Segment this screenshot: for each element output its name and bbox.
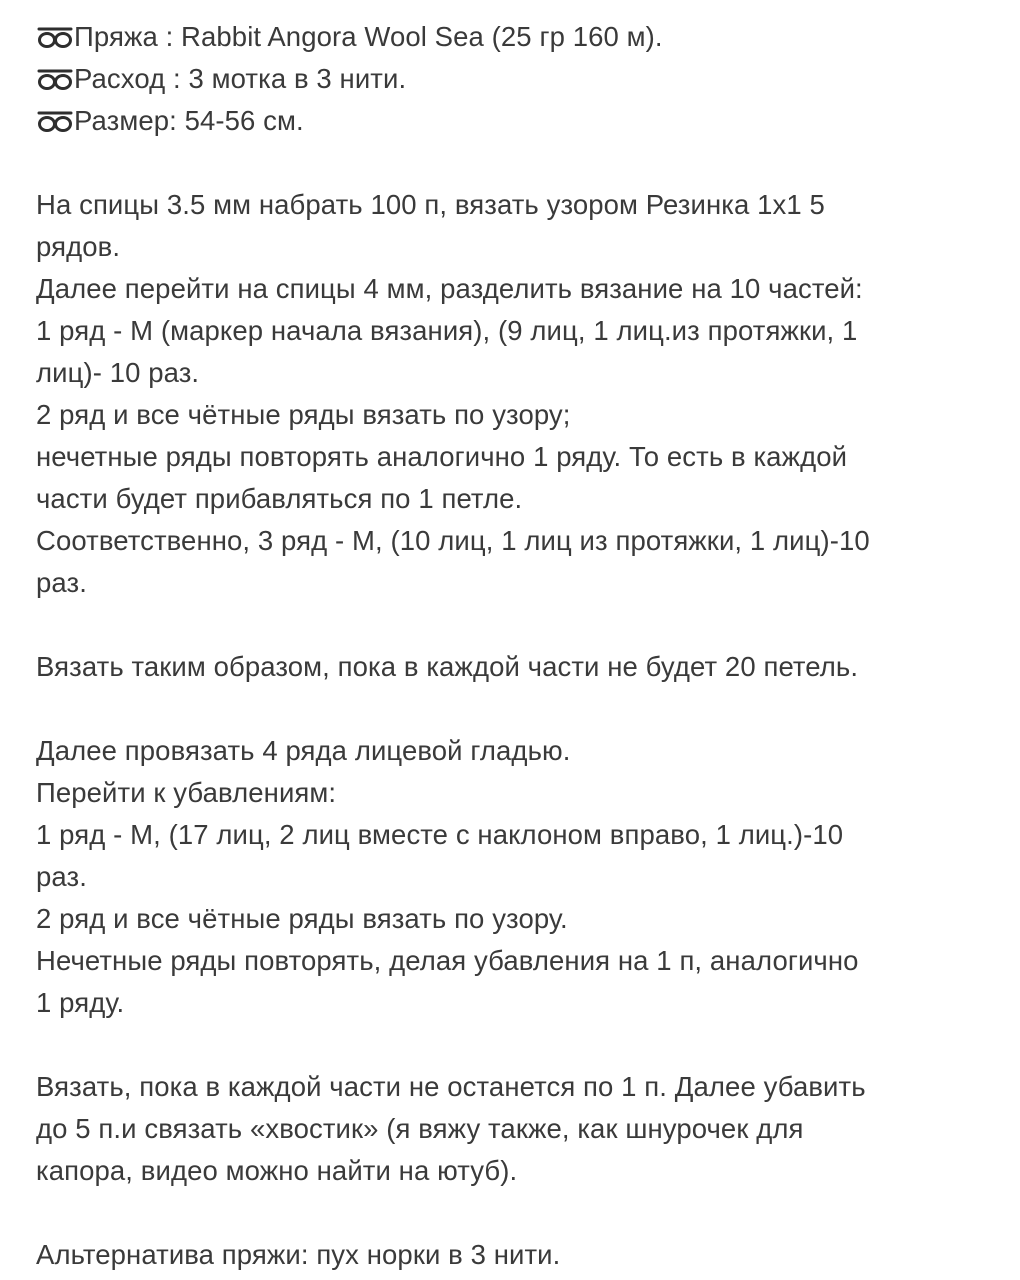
text-line: 1 ряд - М (маркер начала вязания), (9 лиц, 1 лиц.из протяжки, 1 [36,315,858,346]
pattern-document [36,16,996,1276]
yarn-text: Пряжа : Rabbit Angora Wool Sea (25 гр 160 м). [74,21,663,52]
paragraph-gap [36,604,996,646]
paragraph-gap [36,1192,996,1234]
paragraph-gap [36,688,996,730]
paragraph-gap [36,1024,996,1066]
usage-text: Расход : 3 мотка в 3 нити. [74,63,407,94]
paragraph-increase-until [36,646,996,688]
text-line: капора, видео можно найти на ютуб). [36,1155,518,1186]
text-line: 1 ряду. [36,987,125,1018]
text-line: рядов. [36,231,121,262]
text-line: Далее провязать 4 ряда лицевой гладью. [36,735,571,766]
yarn-line [36,16,996,58]
text-line: Перейти к убавлениям: [36,777,337,808]
text-line: Вязать таким образом, пока в каждой части не будет 20 петель. [36,651,859,682]
paragraph-gap [36,142,996,184]
infinity-icon [36,109,74,133]
text-line: части будет прибавляться по 1 петле. [36,483,523,514]
paragraph-finish [36,1066,996,1192]
usage-line [36,58,996,100]
text-line: раз. [36,567,87,598]
paragraph-instructions [36,184,996,604]
size-line [36,100,996,142]
paragraph-alternative [36,1234,996,1276]
text-line: раз. [36,861,87,892]
text-line: 2 ряд и все чётные ряды вязать по узору; [36,399,571,430]
infinity-icon [36,25,74,49]
size-text: Размер: 54-56 см. [74,105,304,136]
text-line: лиц)- 10 раз. [36,357,200,388]
text-line: На спицы 3.5 мм набрать 100 п, вязать узором Резинка 1х1 5 [36,189,825,220]
paragraph-decreases [36,730,996,1024]
text-line: Вязать, пока в каждой части не останется по 1 п. Далее убавить [36,1071,866,1102]
text-line: Далее перейти на спицы 4 мм, разделить вязание на 10 частей: [36,273,863,304]
text-line: 2 ряд и все чётные ряды вязать по узору. [36,903,568,934]
text-line: Соответственно, 3 ряд - М, (10 лиц, 1 лиц из протяжки, 1 лиц)-10 [36,525,870,556]
infinity-icon [36,67,74,91]
text-line: нечетные ряды повторять аналогично 1 ряду. То есть в каждой [36,441,848,472]
text-line: 1 ряд - М, (17 лиц, 2 лиц вместе с наклоном вправо, 1 лиц.)-10 [36,819,844,850]
text-line: Нечетные ряды повторять, делая убавления на 1 п, аналогично [36,945,859,976]
text-line: Альтернатива пряжи: пух норки в 3 нити. [36,1239,561,1270]
text-line: до 5 п.и связать «хвостик» (я вяжу также, как шнурочек для [36,1113,804,1144]
